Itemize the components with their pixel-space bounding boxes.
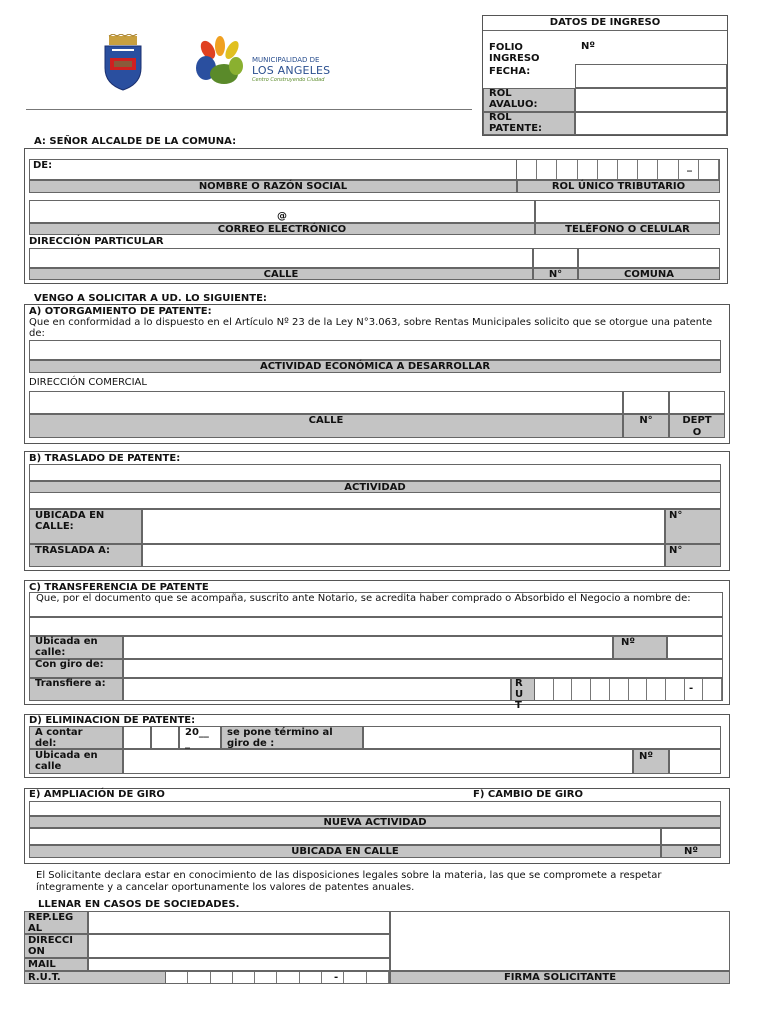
termino-label: se pone término al giro de :: [227, 727, 333, 749]
ef-number-field[interactable]: [661, 828, 721, 845]
header-divider: [26, 109, 472, 110]
soc-rut-digits-field[interactable]: [166, 971, 390, 984]
ubicada-number-label: N°: [669, 510, 683, 521]
activity-header: ACTIVIDAD ECONÓMICA A DESARROLLAR: [29, 360, 721, 373]
c-ubicada-field[interactable]: [123, 636, 613, 659]
municipality-tagline: Centro Construyendo Ciudad: [252, 77, 325, 83]
d-ubicada-field[interactable]: [123, 749, 633, 774]
contar-label: A contar del:: [35, 727, 83, 749]
section-a-text: Que en conformidad a lo dispuesto en el Artículo Nº 23 de la Ley N°3.063, sobre Rentas Municipales solicito que se otorgue una patente de:: [29, 317, 713, 339]
phone-header: TELÉFONO O CELULAR: [535, 223, 720, 235]
addressee-heading: A: SEÑOR ALCALDE DE LA COMUNA:: [34, 136, 237, 147]
c-rut-label: RUT: [515, 678, 524, 711]
signature-label: FIRMA SOLICITANTE: [390, 971, 730, 984]
d-number-label: Nº: [639, 751, 654, 762]
ingreso-title-divider: [483, 30, 727, 31]
sociedades-heading: LLENAR EN CASOS DE SOCIEDADES.: [38, 899, 240, 910]
folio-number-label: Nº: [581, 41, 596, 52]
commercial-numero-header: N°: [623, 414, 669, 438]
transfiere-label: Transfiere a:: [35, 678, 106, 689]
home-street-field[interactable]: [29, 248, 533, 268]
mail-field[interactable]: [88, 958, 390, 971]
dir-label: DIRECCION: [28, 935, 73, 957]
rut-dash: _: [687, 161, 692, 172]
direccion-comercial-label: DIRECCIÓN COMERCIAL: [29, 377, 147, 388]
rut-header: ROL ÚNICO TRIBUTARIO: [517, 180, 720, 193]
c-rut-dash: -: [689, 683, 694, 694]
email-header: CORREO ELECTRÓNICO: [29, 223, 535, 235]
transfiere-field[interactable]: [123, 678, 511, 701]
soc-rut-label: R.U.T.: [28, 972, 61, 983]
municipality-logo: [194, 36, 344, 90]
traslado-activity-header: ACTIVIDAD: [29, 481, 721, 493]
section-c-title: C) TRANSFERENCIA DE PATENTE: [29, 582, 209, 593]
ingreso-box: [482, 15, 728, 136]
name-field[interactable]: [29, 159, 517, 180]
dir-field[interactable]: [88, 934, 390, 958]
nueva-actividad-header: NUEVA ACTIVIDAD: [29, 816, 721, 828]
ubicada-field[interactable]: [142, 509, 665, 544]
coat-of-arms-logo: [100, 34, 146, 92]
section-ef: [24, 788, 730, 864]
commercial-depto-field[interactable]: [669, 391, 725, 414]
c-number-field[interactable]: [667, 636, 723, 659]
fecha-field[interactable]: [575, 64, 727, 88]
traslada-field[interactable]: [142, 544, 665, 567]
section-b: [24, 451, 730, 571]
declaration-text: El Solicitante declara estar en conocimiento de las disposiciones legales sobre la materia, las que se compromete a respetar íntegramente y a cancelar oportunamente los valores de patentes anuales.: [36, 870, 662, 893]
section-a-title: A) OTORGAMIENTO DE PATENTE:: [29, 306, 212, 317]
nueva-actividad-field[interactable]: [29, 801, 721, 816]
applicant-section: [24, 148, 728, 284]
calle-header: CALLE: [29, 268, 533, 280]
ef-number-header: Nº: [661, 845, 721, 858]
giro-field[interactable]: [123, 659, 723, 678]
activity-field[interactable]: [29, 340, 721, 360]
ubicada-label: UBICADA EN CALLE:: [35, 510, 105, 532]
ef-street-header: UBICADA EN CALLE: [29, 845, 661, 858]
d-ubicada-label: Ubicada en calle: [35, 750, 98, 772]
commercial-number-field[interactable]: [623, 391, 669, 414]
ef-street-field[interactable]: [29, 828, 661, 845]
ingreso-title: DATOS DE INGRESO: [549, 17, 661, 28]
c-rut-digits-field[interactable]: [535, 678, 723, 701]
traslado-spacer: [29, 493, 721, 509]
section-e-title: E) AMPLIACIÓN DE GIRO: [29, 789, 165, 800]
de-label: DE:: [33, 160, 53, 171]
commercial-depto-header: DEPTO: [669, 414, 725, 438]
numero-header: N°: [533, 268, 578, 280]
section-a: [24, 304, 730, 444]
home-number-field[interactable]: [533, 248, 578, 268]
comuna-header: COMUNA: [578, 268, 720, 280]
phone-field[interactable]: [535, 200, 720, 223]
at-symbol: @: [277, 211, 287, 222]
rol-avaluo-label: ROL AVALUO:: [489, 88, 538, 110]
c-ubicada-label: Ubicada en calle:: [35, 636, 98, 658]
municipality-name: MUNICIPALIDAD DE: [252, 56, 320, 64]
c-number-label: Nº: [621, 637, 636, 648]
commercial-calle-header: CALLE: [29, 414, 623, 438]
solicito-heading: VENGO A SOLICITAR A UD. LO SIGUIENTE:: [34, 293, 267, 304]
transfer-name-field[interactable]: [29, 617, 723, 636]
section-c-text: Que, por el documento que se acompaña, suscrito ante Notario, se acredita haber comprado o Absorbido el Negocio a nombre de:: [36, 593, 691, 604]
commercial-street-field[interactable]: [29, 391, 623, 414]
traslada-label: TRASLADA A:: [35, 545, 111, 556]
section-c: [24, 580, 730, 711]
rep-label: REP.LEGAL: [28, 912, 74, 934]
nombre-header: NOMBRE O RAZÓN SOCIAL: [29, 180, 517, 193]
rol-avaluo-field[interactable]: [575, 88, 727, 112]
d-number-field[interactable]: [669, 749, 721, 774]
day-field[interactable]: [123, 726, 151, 749]
section-b-title: B) TRASLADO DE PATENTE:: [29, 453, 181, 464]
municipality-city: LOS ANGELES: [252, 64, 331, 77]
section-d: [24, 714, 730, 778]
rol-patente-label: ROL PATENTE:: [489, 112, 543, 134]
direccion-particular-label: DIRECCIÓN PARTICULAR: [29, 236, 164, 247]
folio-label: FOLIO INGRESO: [489, 42, 540, 64]
traslada-number-label: N°: [669, 545, 683, 556]
signature-area[interactable]: [390, 911, 730, 971]
traslado-activity-field[interactable]: [29, 464, 721, 481]
mail-label: MAIL: [28, 959, 56, 970]
giro-label: Con giro de:: [35, 659, 104, 670]
fecha-label: FECHA:: [489, 66, 531, 77]
section-f-title: F) CAMBIO DE GIRO: [473, 789, 583, 800]
soc-rut-dash: -: [334, 972, 339, 983]
year-label: 20__ _: [185, 727, 209, 749]
rol-patente-field[interactable]: [575, 112, 727, 135]
month-field[interactable]: [151, 726, 179, 749]
home-comuna-field[interactable]: [578, 248, 720, 268]
section-d-title: D) ELIMINACION DE PATENTE:: [29, 715, 196, 726]
rep-field[interactable]: [88, 911, 390, 934]
termino-field[interactable]: [363, 726, 721, 749]
sociedades-section: [24, 911, 730, 985]
